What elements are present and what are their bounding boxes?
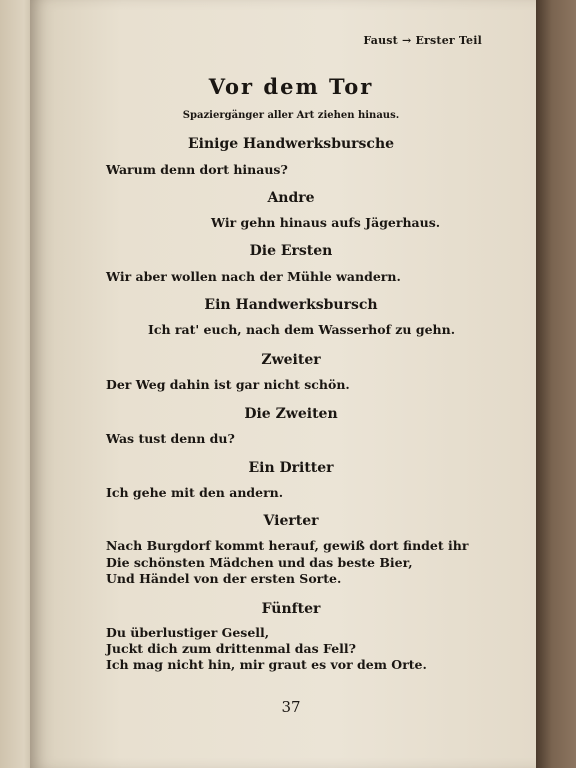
speaker-name: Die Ersten (249, 243, 333, 259)
verse-line: Wir gehn hinaus aufs Jägerhaus. (211, 215, 441, 230)
verse-line: Ich gehe mit den andern. (106, 485, 284, 500)
speaker-name: Zweiter (261, 352, 321, 368)
verse-line: Und Händel von der ersten Sorte. (106, 571, 342, 586)
page-content (106, 0, 476, 768)
verse-line: Warum denn dort hinaus? (106, 162, 288, 177)
speaker-name: Ein Dritter (248, 460, 334, 476)
speaker-name: Andre (267, 190, 315, 206)
page-number: 37 (281, 698, 301, 716)
book-page (30, 0, 536, 768)
book-cover-edge (536, 0, 576, 768)
speaker-name: Ein Handwerksbursch (204, 297, 378, 313)
verse-line: Ich mag nicht hin, mir graut es vor dem Orte. (106, 657, 427, 672)
verse-line: Wir aber wollen nach der Mühle wandern. (106, 269, 401, 284)
speaker-name: Einige Handwerksbursche (187, 136, 395, 152)
verse-line: Du überlustiger Gesell, (106, 625, 270, 640)
verse-line: Ich rat' euch, nach dem Wasserhof zu gehn. (148, 322, 456, 337)
verse-line: Juckt dich zum drittenmal das Fell? (106, 641, 356, 656)
speaker-name: Fünfter (261, 601, 321, 617)
stage-direction: Spaziergänger aller Art ziehen hinaus. (182, 110, 400, 121)
verse-line: Nach Burgdorf kommt herauf, gewiß dort findet ihr (106, 538, 469, 553)
verse-line: Was tust denn du? (106, 431, 235, 446)
speaker-name: Die Zweiten (244, 406, 338, 422)
running-head: Faust → Erster Teil (363, 34, 482, 47)
verse-line: Der Weg dahin ist gar nicht schön. (106, 377, 350, 392)
scene-title: Vor dem Tor (208, 74, 374, 99)
verse-line: Die schönsten Mädchen und das beste Bier, (106, 555, 413, 570)
speaker-name: Vierter (263, 513, 319, 529)
